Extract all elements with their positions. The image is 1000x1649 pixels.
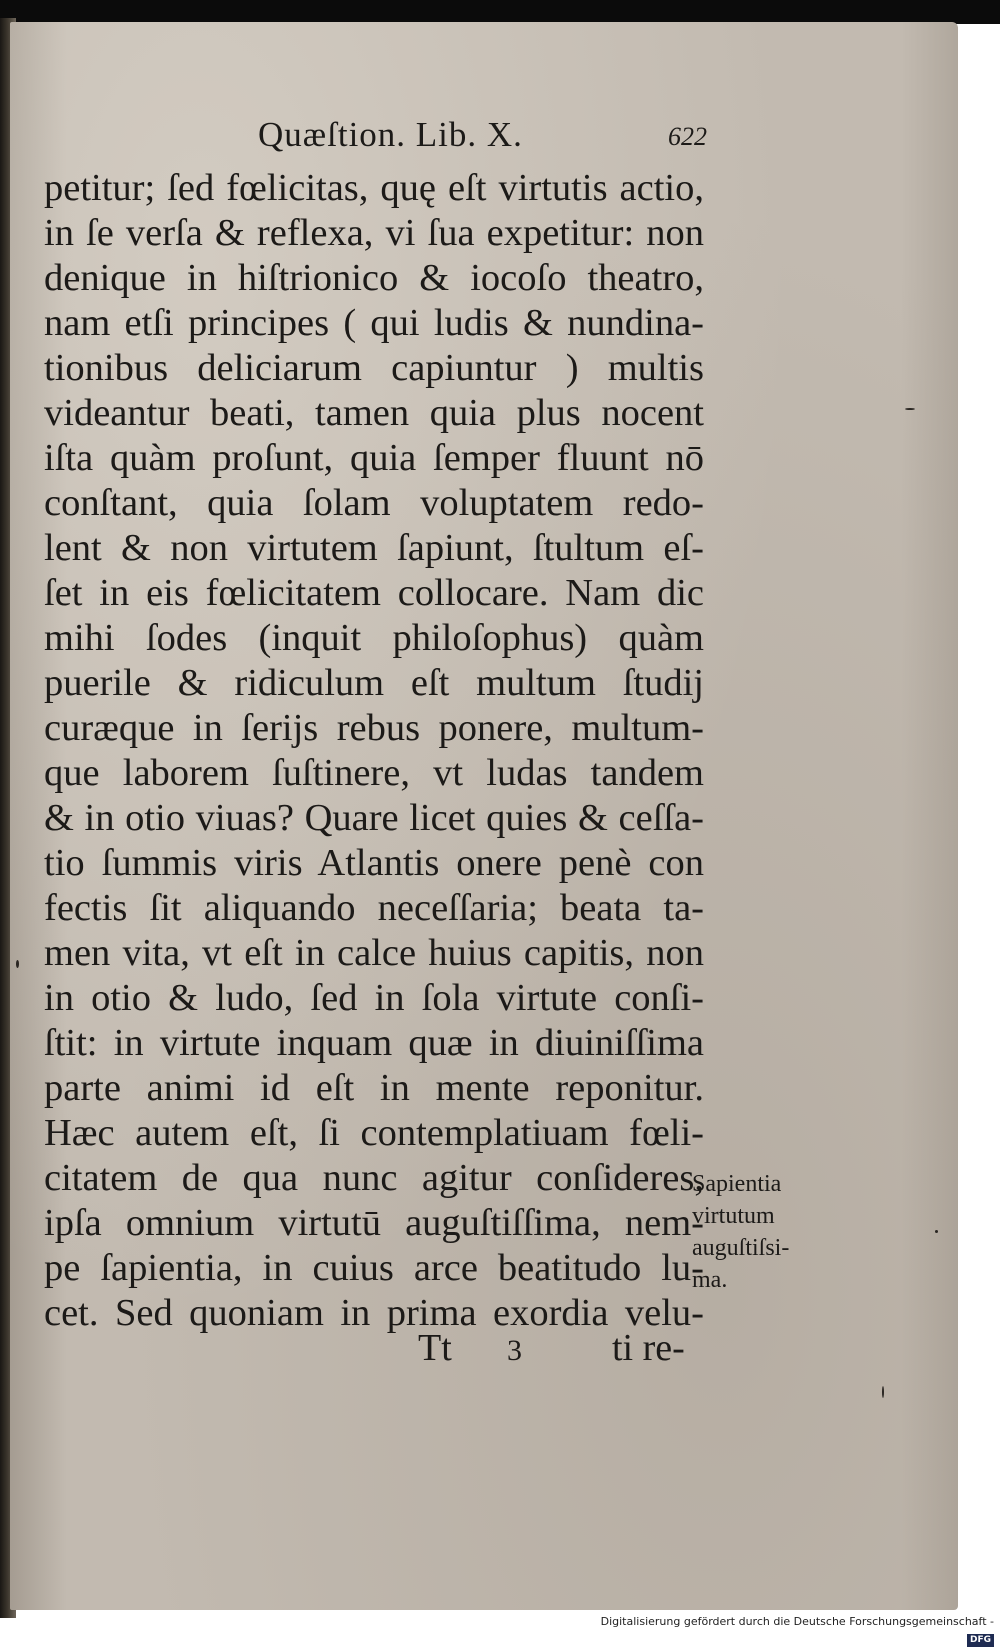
text-line: tio ſummis viris Atlantis onere penè con xyxy=(44,842,704,884)
marginal-note-line: auguſtiſsi- xyxy=(692,1235,790,1261)
text-line: nam etſi principes ( qui ludis & nundina- xyxy=(44,302,704,344)
marginal-note-line: Sapientia xyxy=(692,1171,782,1197)
text-line: in otio & ludo, ſed in ſola virtute conſi- xyxy=(44,977,704,1019)
paper-speck xyxy=(16,960,19,968)
paper-speck xyxy=(905,408,915,410)
running-head: Quæſtion. Lib. X. xyxy=(258,115,523,154)
catchword: ti re- xyxy=(612,1327,685,1369)
marginal-note xyxy=(692,1168,832,1296)
text-line: ſet in eis fœlicitatem collocare. Nam dic xyxy=(44,572,704,614)
text-line: iſta quàm proſunt, quia ſemper fluunt nō xyxy=(44,437,704,479)
signature-number: 3 xyxy=(507,1334,522,1367)
text-line: que laborem ſuſtinere, vt ludas tandem xyxy=(44,752,704,794)
text-line: in ſe verſa & reflexa, vi ſua expetitur: non xyxy=(44,212,704,254)
text-line: tionibus deliciarum capiuntur ) multis xyxy=(44,347,704,389)
text-line: ſtit: in virtute inquam quæ in diuiniſſima xyxy=(44,1022,704,1064)
scan-top-border xyxy=(0,0,1000,24)
text-line: puerile & ridiculum eſt multum ſtudij xyxy=(44,662,704,704)
marginal-note-line: ma. xyxy=(692,1267,728,1293)
text-line: citatem de qua nunc agitur conſideres, xyxy=(44,1157,704,1199)
text-line: Hæc autem eſt, ſi contemplatiuam fœli- xyxy=(44,1112,704,1154)
text-line: & in otio viuas? Quare licet quies & ceſſa- xyxy=(44,797,704,839)
text-line: denique in hiſtrionico & iocoſo theatro, xyxy=(44,257,704,299)
credit-text: Digitalisierung gefördert durch die Deutsche Forschungsgemeinschaft - xyxy=(600,1615,994,1628)
digitization-credit xyxy=(580,1613,1000,1645)
page-number: 622 xyxy=(668,122,707,151)
text-line: videantur beati, tamen quia plus nocent xyxy=(44,392,704,434)
text-line: ipſa omnium virtutū auguſtiſſima, nem- xyxy=(44,1202,704,1244)
text-line: curæque in ſerijs rebus ponere, multum- xyxy=(44,707,704,749)
text-line: mihi ſodes (inquit philoſophus) quàm xyxy=(44,617,704,659)
signature-mark: Tt xyxy=(418,1327,452,1369)
text-line: pe ſapientia, in cuius arce beatitudo lu- xyxy=(44,1247,704,1289)
text-line: petitur; ſed fœlicitas, quę eſt virtutis actio, xyxy=(44,167,704,209)
paper-speck xyxy=(882,1386,884,1398)
text-line: cet. Sed quoniam in prima exordia velu- xyxy=(44,1292,704,1334)
text-line: conſtant, quia ſolam voluptatem redo- xyxy=(44,482,704,524)
text-line: fectis ſit aliquando neceſſaria; beata ta- xyxy=(44,887,704,929)
text-line: parte animi id eſt in mente reponitur. xyxy=(44,1067,704,1109)
text-line: men vita, vt eſt in calce huius capitis, non xyxy=(44,932,704,974)
dfg-logo: DFG xyxy=(967,1634,994,1647)
text-line: lent & non virtutem ſapiunt, ſtultum eſ- xyxy=(44,527,704,569)
paper-speck xyxy=(935,1230,938,1233)
body-text xyxy=(44,166,704,1336)
marginal-note-line: virtutum xyxy=(692,1203,775,1229)
